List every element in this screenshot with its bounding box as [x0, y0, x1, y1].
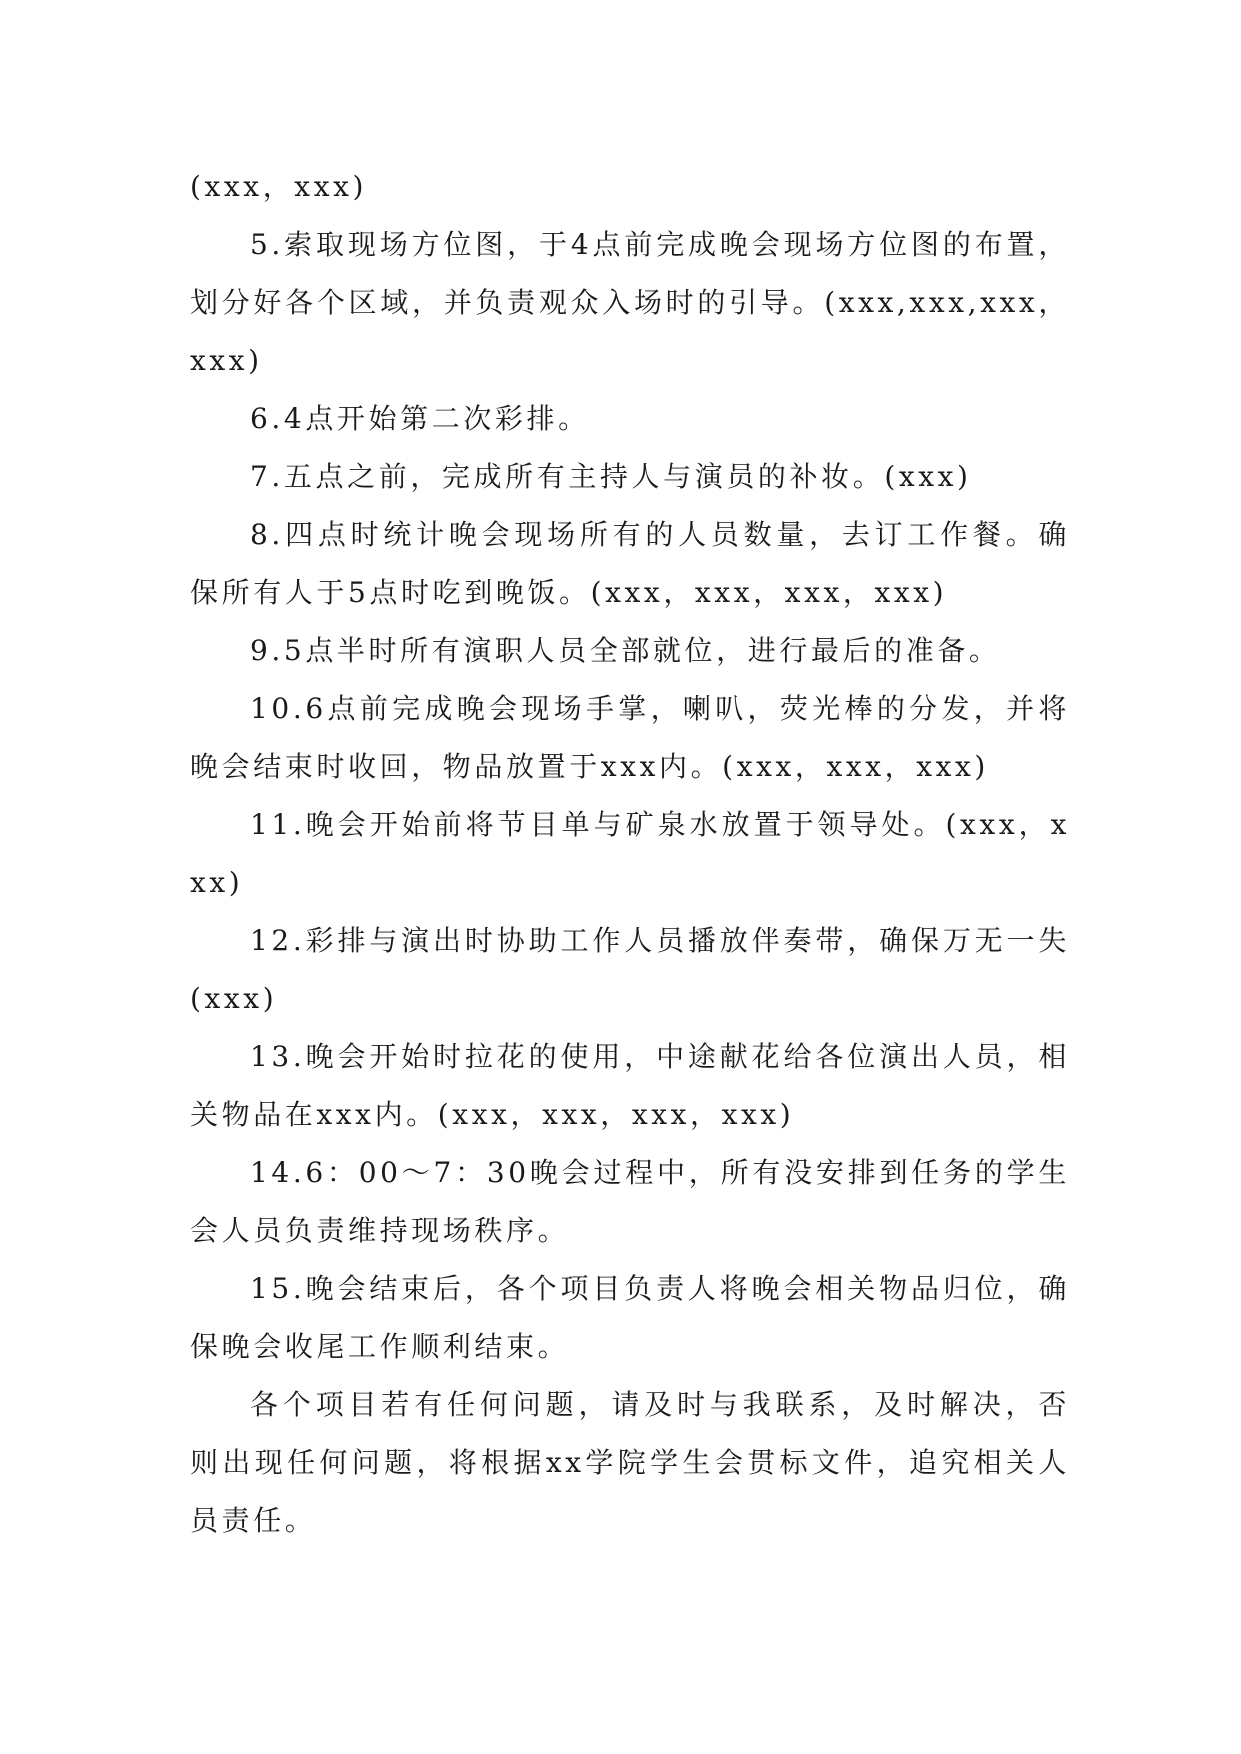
paragraph-item-10: 10.6点前完成晚会现场手掌，喇叭，荧光棒的分发，并将晚会结束时收回，物品放置于xxx内。(xxx，xxx，xxx)	[190, 692, 1070, 783]
paragraph-item-14: 14.6：00～7：30晚会过程中，所有没安排到任务的学生会人员负责维持现场秩序。	[190, 1156, 1070, 1247]
paragraph-item-15: 15.晚会结束后，各个项目负责人将晚会相关物品归位，确保晚会收尾工作顺利结束。	[190, 1272, 1070, 1363]
document-body	[190, 158, 1070, 1550]
paragraph-item-8: 8.四点时统计晚会现场所有的人员数量，去订工作餐。确保所有人于5点时吃到晚饭。(xxx，xxx，xxx，xxx)	[190, 518, 1070, 609]
paragraph-item-12: 12.彩排与演出时协助工作人员播放伴奏带，确保万无一失(xxx)	[190, 924, 1070, 1015]
paragraph-item-5: 5.索取现场方位图，于4点前完成晚会现场方位图的布置，划分好各个区域，并负责观众入场时的引导。(xxx,xxx,xxx，xxx)	[190, 228, 1070, 377]
paragraph-item-6: 6.4点开始第二次彩排。	[250, 402, 590, 435]
paragraph-item-9: 9.5点半时所有演职人员全部就位，进行最后的准备。	[250, 634, 1001, 667]
paragraph-item-13: 13.晚会开始时拉花的使用，中途献花给各位演出人员，相关物品在xxx内。(xxx，xxx，xxx，xxx)	[190, 1040, 1070, 1131]
paragraph-item-7: 7.五点之前，完成所有主持人与演员的补妆。(xxx)	[250, 460, 972, 493]
paragraph-continuation: (xxx，xxx)	[190, 170, 367, 203]
paragraph-closing-note: 各个项目若有任何问题，请及时与我联系，及时解决，否则出现任何问题，将根据xx学院学生会贯标文件，追究相关人员责任。	[190, 1388, 1070, 1537]
paragraph-item-11: 11.晚会开始前将节目单与矿泉水放置于领导处。(xxx，xxx)	[190, 808, 1070, 899]
